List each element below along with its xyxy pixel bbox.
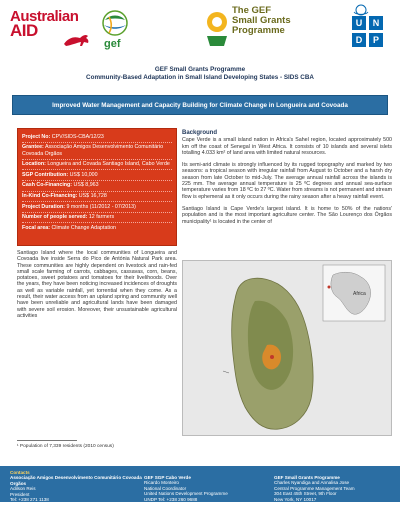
sgp-cv-email[interactable]: Email: ricardom@unops.org — [144, 502, 202, 507]
info-label: In-Kind Co-Financing: — [22, 193, 78, 200]
undp-letter-d: D — [352, 33, 366, 47]
sgp-cv-tel: UNDP Tel: +238 260 9688 — [144, 496, 198, 502]
footer-col-sgp-cabo-verde — [144, 475, 268, 507]
undp-logo — [330, 4, 392, 56]
contacts-footer — [0, 466, 400, 507]
info-row-sgp-contribution — [22, 170, 172, 181]
info-label: Project No: — [22, 133, 51, 140]
sgp-central-names: Charles Nyandiga and Annalisa Jose — [274, 480, 350, 486]
info-value: Longueira and Covada Santiago Island, Cabo Verde — [47, 161, 170, 168]
info-label: Number of people served: — [22, 214, 88, 221]
kangaroo-icon — [62, 32, 92, 48]
footnote-divider — [17, 440, 77, 441]
background-section — [182, 130, 392, 231]
grantee-contact-name: Adilson Reis — [10, 486, 36, 492]
sgp-central-email[interactable]: Email: sgp.info@undp.org — [274, 502, 327, 507]
grantee-contact-tel: Tel: +238 271 1138 — [10, 497, 49, 503]
santiago-island-map — [182, 260, 392, 436]
project-title-banner: Improved Water Management and Capacity Building for Climate Change in Longueira and Covoada — [12, 95, 388, 115]
info-label: Project Duration: — [22, 203, 65, 210]
footnote: ¹ Population of 7,339 residents (2010 census) — [17, 444, 114, 449]
info-row-inkind-cofinancing — [22, 192, 172, 203]
sgp-cabo-verde-title: GEF SGP Cabo Verde — [144, 475, 191, 480]
info-label: Focal area: — [22, 224, 50, 231]
info-value: Climate Change Adaptation — [51, 224, 116, 231]
africa-label: Africa — [353, 291, 366, 297]
info-row-focal-area — [22, 223, 172, 233]
info-value: US$ 10,000 — [69, 171, 98, 178]
info-value: 12 farmers — [88, 214, 115, 221]
sgp-cv-name: Ricardo Monteiro — [144, 480, 179, 486]
gef-logo — [98, 8, 132, 52]
australian-aid-line1: Australian — [10, 8, 79, 25]
info-row-cash-cofinancing — [22, 181, 172, 192]
info-value: US$ 16,728 — [78, 193, 107, 200]
info-value: CPV/SIDS-CBA/12/23 — [51, 133, 104, 140]
background-paragraph-2: Its semi-arid climate is strongly influenced by its rugged topography and marked by two seasons: a tropical season with irregular rainfall from August to October and a harsh dry season from late October to mid-July. The average annual rainfall across the islands is 225 mm. The average annual temperature is 25 ºC degrees and annual sea-surface temperature varies from 18 ºC to 27 ºC. Water from streams is not permanent and stream flow is ephemeral as it only occurs during the rainy season after a heavy rainfall event. — [182, 162, 392, 200]
undp-letter-n: N — [369, 16, 383, 30]
info-label: Location: — [22, 161, 46, 168]
sgp-central-addr2: New York, NY 10017 — [274, 496, 317, 502]
grantee-org: Associação Amigos Desenvolvimento Comunitário Covoada Orgãos — [10, 475, 142, 486]
info-row-people-served — [22, 213, 172, 224]
un-emblem-icon — [330, 4, 392, 16]
background-continuation: Santiago Island where the local communities of Longueira and Covoada live inside Serra do Pico de Antónia Natural Park area. These communities are highly dependent on livestock and rain-fed small scale farming of carrots, cabbages, cassavas, corn, beans, potatoes, sweet potatoes and tomatoes for their livelihoods. Over the years, they have been noticing increased incidences of droughts as well as variable rainfall, yet torrential when they come. As a result, their water access from an upland spring and community well have been unreliable and agricultural lands have been damaged with severe soil erosion. Moreover, their unsustainable agricultural activities — [17, 250, 177, 319]
background-paragraph-3: Santiago Island is Cape Verde's largest island. It is home to 50% of the nations' population and is the most important agriculture center. The São Lourenço dos Órgãos municipality¹ is located in the center of — [182, 205, 392, 225]
project-info-box — [17, 128, 177, 246]
sgp-logo — [204, 4, 320, 54]
australian-aid-logo — [10, 10, 90, 50]
sgp-sun-icon — [204, 6, 230, 50]
sgp-central-title: GEF Small Grants Programme — [274, 475, 340, 480]
info-value: US$ 8,963 — [73, 182, 99, 189]
contacts-label: Contacts — [10, 470, 30, 475]
australian-aid-line2: AID — [10, 21, 38, 40]
info-row-location — [22, 160, 172, 171]
document-subtitle: Community-Based Adaptation in Small Island Developing States - SIDS CBA — [86, 74, 314, 81]
sgp-cv-role: National Coordinator — [144, 485, 187, 491]
sgp-line1: The GEF — [232, 5, 272, 16]
info-value: 9 months (11/2012 - 07/2013) — [66, 203, 136, 210]
sgp-cv-org: United Nations Development Programme — [144, 491, 228, 497]
footer-col-grantee — [10, 470, 150, 502]
map-graphic — [183, 261, 391, 435]
info-label: SGP Contribution: — [22, 171, 69, 178]
document-titles — [0, 66, 400, 81]
info-label: Grantee: — [22, 144, 44, 151]
undp-letter-p: P — [369, 33, 383, 47]
info-value: Associação Amigos Desenvolvimento Comunitário Covoada Orgãos — [22, 144, 164, 157]
background-paragraph-1: Cape Verde is a small island nation in Africa's Sahel region, located approximately 500 km off the coast of Senegal in West Africa. It consists of 10 islands and several islets totalling 4.033 km² of land area with limited natural resources. — [182, 137, 392, 156]
info-row-grantee — [22, 143, 172, 160]
undp-letter-u: U — [352, 16, 366, 30]
gef-wordmark: gef — [104, 38, 121, 50]
sgp-central-addr1: 304 East 45th Street, 9th Floor — [274, 491, 337, 497]
info-row-project-no — [22, 132, 172, 143]
background-heading: Background — [182, 130, 218, 136]
sgp-line3: Programme — [232, 25, 285, 36]
document-title: GEF Small Grants Programme — [154, 66, 246, 73]
info-label: Cash Co-Financing: — [22, 182, 73, 189]
logo-band — [0, 0, 400, 60]
sgp-line2: Small Grants — [232, 15, 291, 26]
grantee-contact-role: President — [10, 491, 30, 497]
info-row-duration — [22, 202, 172, 213]
footer-col-sgp-central — [274, 475, 398, 507]
sgp-central-org: Central Programme Management Team — [274, 485, 355, 491]
